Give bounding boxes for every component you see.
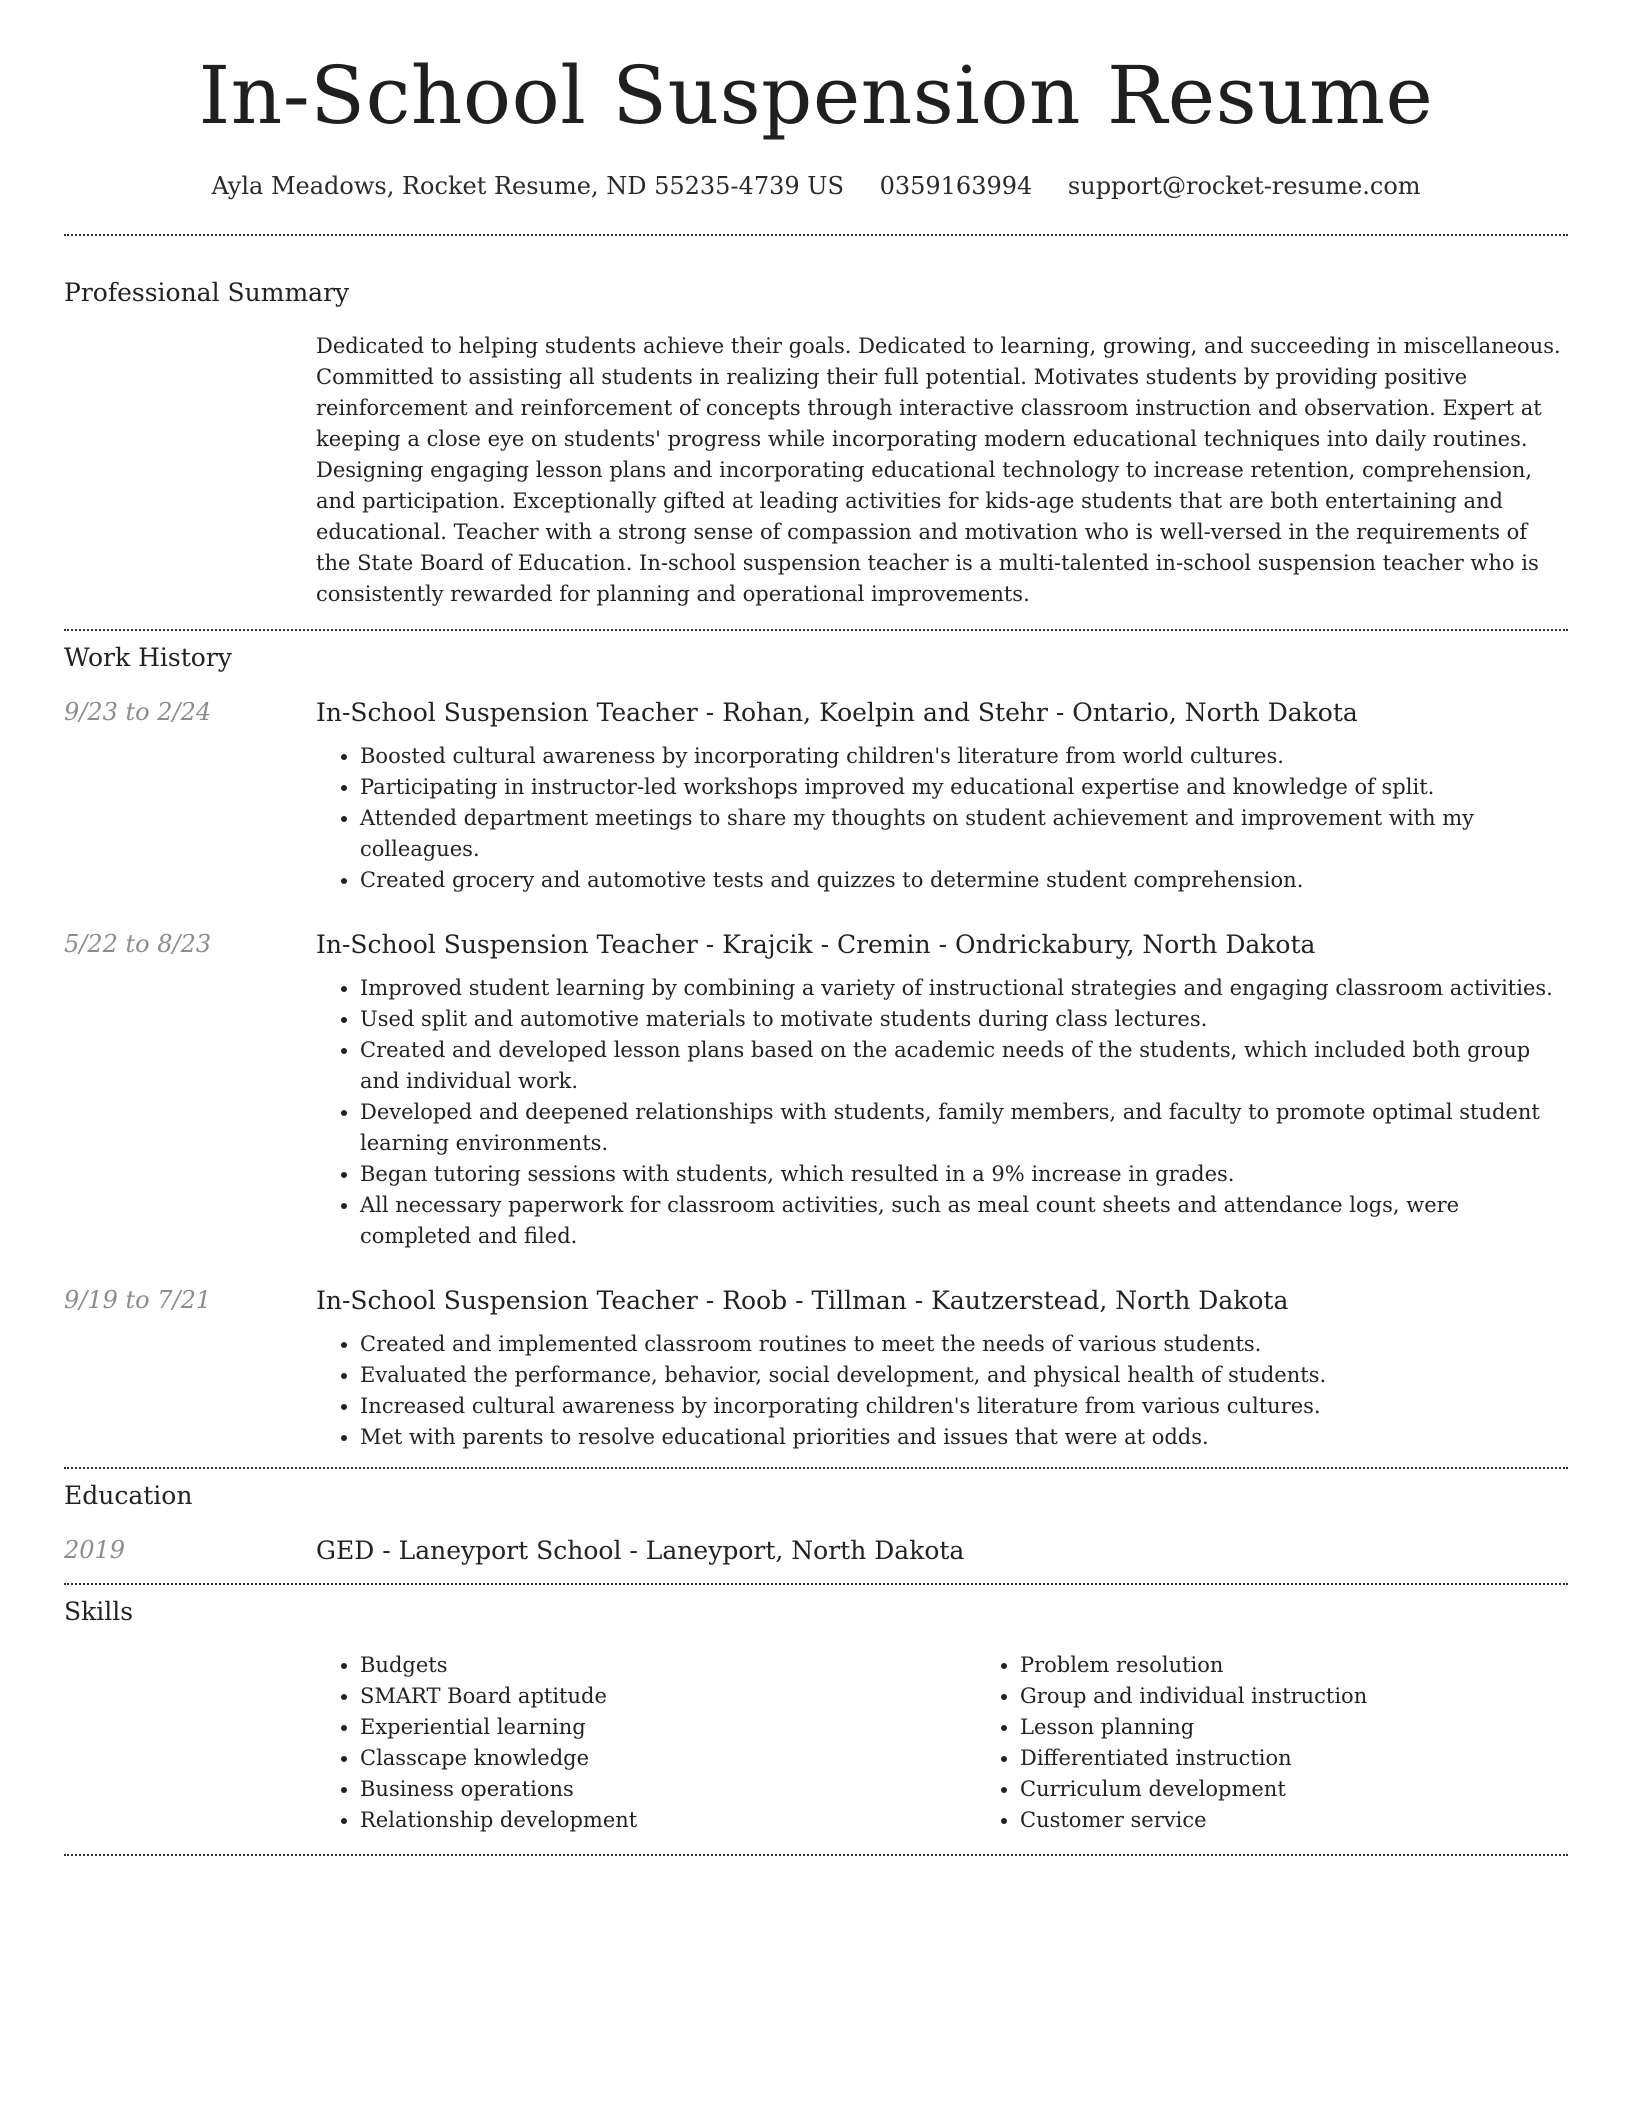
skill-item: • SMART Board aptitude xyxy=(360,1681,976,1712)
list-item: • Improved student learning by combining a variety of instructional strategies and engaging classroom activities. xyxy=(360,973,1568,1004)
work-section xyxy=(64,643,1568,1453)
job-entry xyxy=(64,698,1568,896)
list-item: • Created and implemented classroom routines to meet the needs of various students. xyxy=(360,1329,1568,1360)
summary-heading: Professional Summary xyxy=(64,278,350,307)
skill-item: • Differentiated instruction xyxy=(1020,1743,1632,1774)
skills-section xyxy=(64,1597,1568,1836)
education-entry xyxy=(64,1536,1568,1565)
skill-item: • Classcape knowledge xyxy=(360,1743,976,1774)
list-item: • All necessary paperwork for classroom activities, such as meal count sheets and attendance logs, were completed and filed. xyxy=(360,1190,1568,1252)
skill-item: • Experiential learning xyxy=(360,1712,976,1743)
contact-phone: 0359163994 xyxy=(879,172,1033,200)
contact-email: support@rocket-resume.com xyxy=(1067,172,1421,200)
list-item: • Attended department meetings to share my thoughts on student achievement and improvement with my colleagues. xyxy=(360,803,1568,865)
skills-list-left xyxy=(316,1650,976,1836)
divider xyxy=(64,1467,1568,1469)
education-year: 2019 xyxy=(64,1536,126,1564)
job-dates: 9/19 to 7/21 xyxy=(64,1286,212,1314)
job-title: In-School Suspension Teacher - Krajcik - Cremin - Ondrickabury, North Dakota xyxy=(316,930,1316,959)
divider xyxy=(64,1854,1568,1856)
skill-item: • Group and individual instruction xyxy=(1020,1681,1632,1712)
skill-item: • Budgets xyxy=(360,1650,976,1681)
job-dates: 9/23 to 2/24 xyxy=(64,698,212,726)
skill-item: • Lesson planning xyxy=(1020,1712,1632,1743)
contact-line xyxy=(64,172,1568,200)
job-title: In-School Suspension Teacher - Rohan, Koelpin and Stehr - Ontario, North Dakota xyxy=(316,698,1358,727)
list-item: • Created and developed lesson plans based on the academic needs of the students, which included both group and individual work. xyxy=(360,1035,1568,1097)
list-item: • Boosted cultural awareness by incorporating children's literature from world cultures. xyxy=(360,741,1568,772)
job-entry xyxy=(64,930,1568,1252)
education-heading: Education xyxy=(64,1481,193,1510)
summary-section xyxy=(64,278,1568,610)
summary-text: Dedicated to helping students achieve their goals. Dedicated to learning, growing, and succeeding in miscellaneous. Committed to assisting all students in realizing their full potential. Motivates students by providing positive reinforcement and reinforcement of concepts through interactive classroom instruction and observation. Expert at keeping a close eye on students' progress while incorporating modern educational techniques into daily routines. Designing engaging lesson plans and incorporating educational technology to increase retention, comprehension, and participation. Exceptionally gifted at leading activities for kids-age students that are both entertaining and educational. Teacher with a strong sense of compassion and motivation who is well-versed in the requirements of the State Board of Education. In-school suspension teacher is a multi-talented in-school suspension teacher who is consistently rewarded for planning and operational improvements. xyxy=(316,334,1561,606)
education-section xyxy=(64,1481,1568,1565)
job-bullets xyxy=(316,1329,1568,1453)
skill-item: • Customer service xyxy=(1020,1805,1632,1836)
skills-list-right xyxy=(976,1650,1632,1836)
list-item: • Participating in instructor-led workshops improved my educational expertise and knowledge of split. xyxy=(360,772,1568,803)
divider xyxy=(64,1583,1568,1585)
resume-title: In-School Suspension Resume xyxy=(198,49,1434,142)
divider xyxy=(64,629,1568,631)
skill-item: • Curriculum development xyxy=(1020,1774,1632,1805)
job-entry xyxy=(64,1286,1568,1453)
work-heading: Work History xyxy=(64,643,232,672)
divider xyxy=(64,234,1568,236)
list-item: • Began tutoring sessions with students, which resulted in a 9% increase in grades. xyxy=(360,1159,1568,1190)
skill-item: • Business operations xyxy=(360,1774,976,1805)
list-item: • Created grocery and automotive tests and quizzes to determine student comprehension. xyxy=(360,865,1568,896)
list-item: • Evaluated the performance, behavior, social development, and physical health of students. xyxy=(360,1360,1568,1391)
job-bullets xyxy=(316,973,1568,1252)
education-title: GED - Laneyport School - Laneyport, North Dakota xyxy=(316,1536,965,1565)
job-title: In-School Suspension Teacher - Roob - Tillman - Kautzerstead, North Dakota xyxy=(316,1286,1289,1315)
contact-address: Ayla Meadows, Rocket Resume, ND 55235-4739 US xyxy=(211,172,844,200)
skill-item: • Problem resolution xyxy=(1020,1650,1632,1681)
list-item: • Developed and deepened relationships with students, family members, and faculty to promote optimal student learning environments. xyxy=(360,1097,1568,1159)
list-item: • Met with parents to resolve educational priorities and issues that were at odds. xyxy=(360,1422,1568,1453)
skills-heading: Skills xyxy=(64,1597,134,1626)
skill-item: • Relationship development xyxy=(360,1805,976,1836)
job-bullets xyxy=(316,741,1568,896)
list-item: • Increased cultural awareness by incorporating children's literature from various cultures. xyxy=(360,1391,1568,1422)
list-item: • Used split and automotive materials to motivate students during class lectures. xyxy=(360,1004,1568,1035)
job-dates: 5/22 to 8/23 xyxy=(64,930,212,958)
